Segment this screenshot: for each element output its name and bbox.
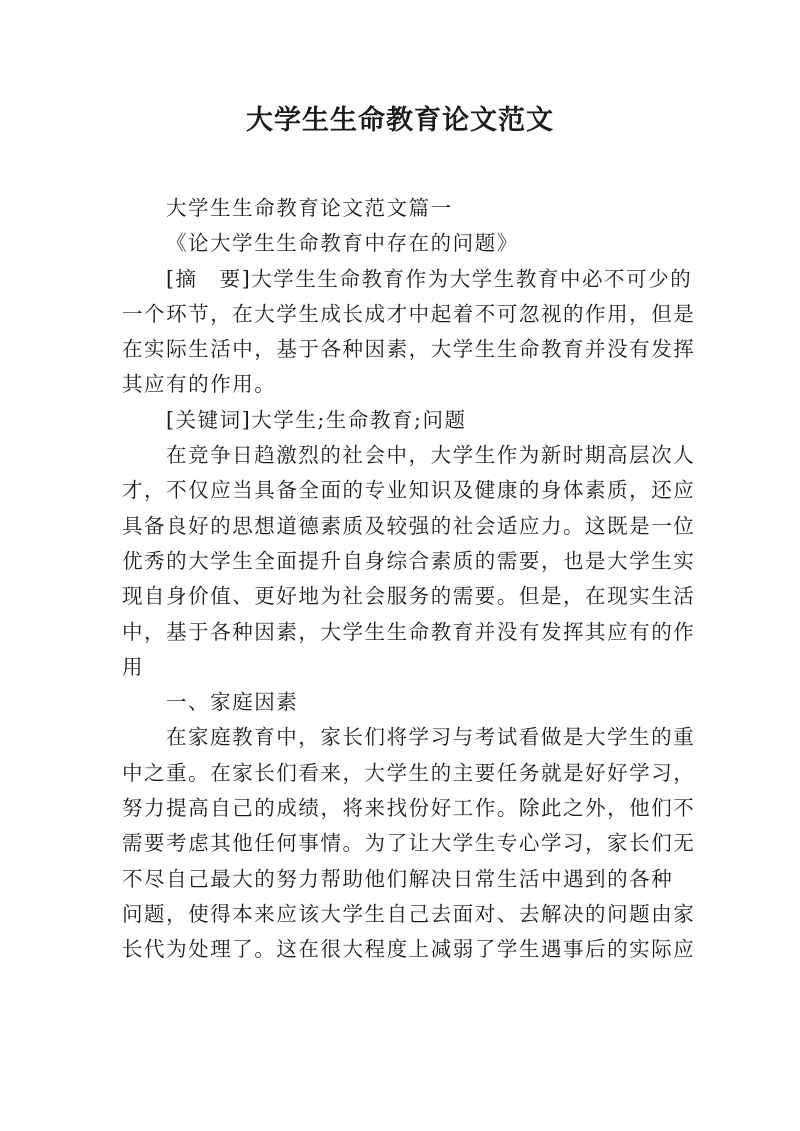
text-line: 现自身价值、更好地为社会服务的需要。但是，在现实生活 [122, 584, 696, 609]
text-line: 用 [122, 654, 145, 679]
text-line: 大学生生命教育论文范文篇一 [166, 196, 453, 220]
text-line: 不尽自己最大的努力帮助他们解决日常生活中遇到的各种 [122, 866, 674, 891]
text-line: 才，不仅应当具备全面的专业知识及健康的身体素质，还应 [122, 478, 696, 503]
text-line: 在竞争日趋激烈的社会中，大学生作为新时期高层次人 [166, 443, 696, 468]
text-line: 长代为处理了。这在很大程度上减弱了学生遇事后的实际应 [122, 937, 696, 962]
text-line: 其应有的作用。 [122, 372, 277, 397]
text-line: 中之重。在家长们看来，大学生的主要任务就是好好学习， [122, 760, 696, 785]
text-line: 问题，使得本来应该大学生自己去面对、去解决的问题由家 [122, 901, 696, 926]
text-line: 中，基于各种因素，大学生生命教育并没有发挥其应有的作 [122, 619, 696, 644]
text-line: 一、家庭因素 [166, 690, 299, 715]
text-line: 在家庭教育中，家长们将学习与考试看做是大学生的重 [166, 725, 696, 750]
text-line: 在实际生活中，基于各种因素，大学生生命教育并没有发挥 [122, 337, 696, 362]
text-line: 具备良好的思想道德素质及较强的社会适应力。这既是一位 [122, 513, 696, 538]
text-line: 一个环节，在大学生成长成才中起着不可忽视的作用，但是 [122, 301, 696, 326]
text-line: 需要考虑其他任何事情。为了让大学生专心学习，家长们无 [122, 831, 696, 856]
text-line: [摘 要]大学生生命教育作为大学生教育中必不可少的 [166, 266, 693, 291]
document-body [122, 191, 696, 968]
text-line: 《论大学生生命教育中存在的问题》 [166, 231, 519, 256]
text-line: [关键词]大学生;生命教育;问题 [166, 407, 467, 432]
document-title: 大学生生命教育论文范文 [246, 105, 554, 136]
text-line: 努力提高自己的成绩，将来找份好工作。除此之外，他们不 [122, 796, 696, 821]
text-line: 优秀的大学生全面提升自身综合素质的需要，也是大学生实 [122, 548, 696, 573]
